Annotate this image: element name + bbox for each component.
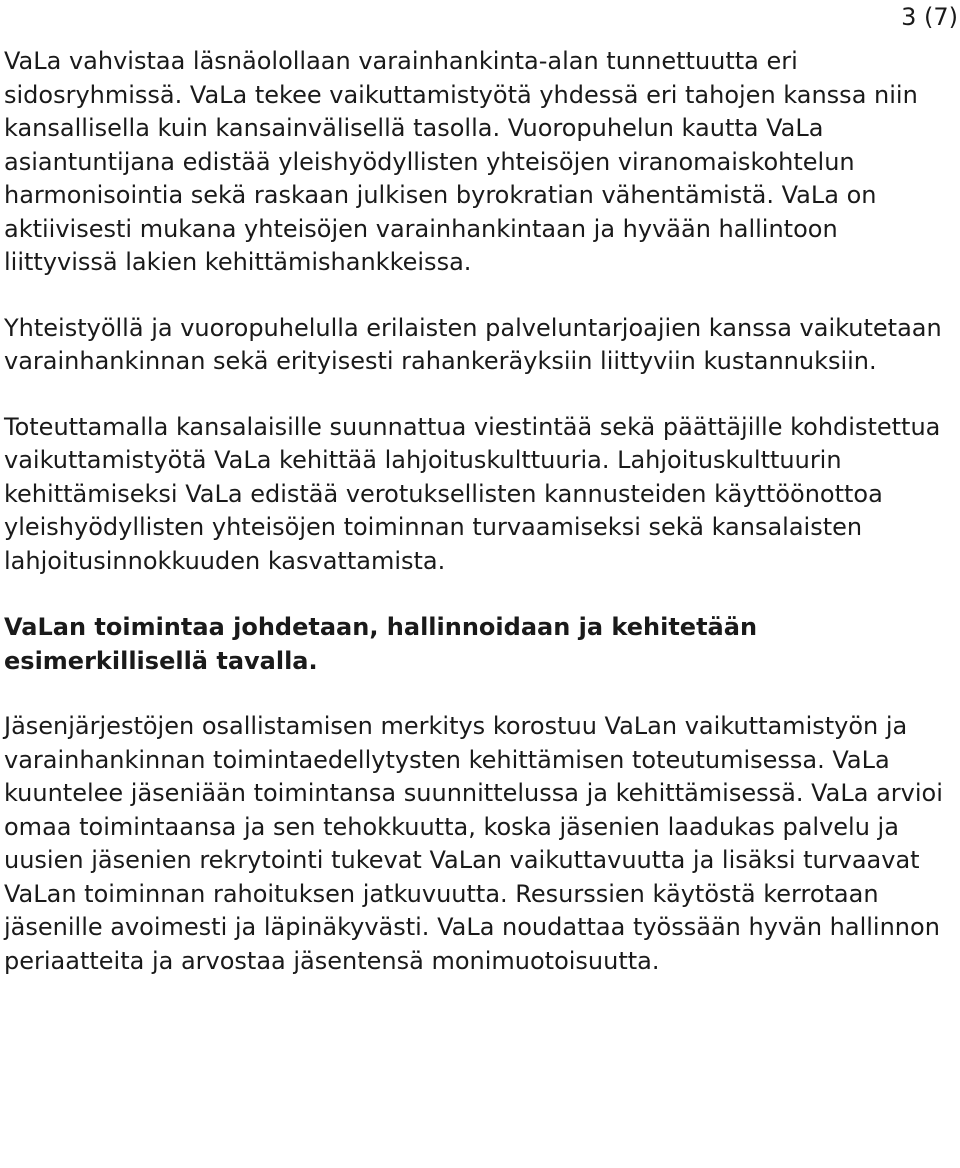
page-number: 3 (7) [901,3,958,31]
section-heading: VaLan toimintaa johdetaan, hallinnoidaan ja kehitetään esimerkillisellä tavalla. [4,613,758,675]
paragraph-advocacy: VaLa vahvistaa läsnäolollaan varainhankinta-alan tunnettuutta eri sidosryhmissä. VaLa tekee vaikuttamistyötä yhdessä eri tahojen kanssa niin kansallisella kuin kansainvälisellä tasolla. Vuoropuhelun kautta VaLa asiantuntijana edistää yleishyödyllisten yhteisöjen viranomaiskohtelun harmonisointia sekä raskaan julkisen byrokratian vähentämistä. VaLa on aktiivisesti mukana yhteisöjen varainhankintaan ja hyvään hallintoon liittyvissä lakien kehittämishankkeissa. [4,47,918,276]
paragraph-donation-culture: Toteuttamalla kansalaisille suunnattua viestintää sekä päättäjille kohdistettua vaikuttamistyötä VaLa kehittää lahjoituskulttuuria. Lahjoituskulttuurin kehittämiseksi VaLa edistää verotuksellisten kannusteiden käyttöönottoa yleishyödyllisten yhteisöjen toiminnan turvaamiseksi sekä kansalaisten lahjoitusinnokkuuden kasvattamista. [4,412,941,575]
paragraph-governance: Jäsenjärjestöjen osallistamisen merkitys korostuu VaLan vaikuttamistyön ja varainhankinnan toimintaedellytysten kehittämisen toteutumisessa. VaLa kuuntelee jäseniään toimintansa suunnittelussa ja kehittämisessä. VaLa arvioi omaa toimintaansa ja sen tehokkuutta, koska jäsenien laadukas palvelu ja uusien jäsenien rekrytointi tukevat VaLan vaikuttavuutta ja lisäksi turvaavat VaLan toiminnan rahoituksen jatkuvuutta. Resurssien käytöstä kerrotaan jäsenille avoimesti ja läpinäkyvästi. VaLa noudattaa työssään hyvän hallinnon periaatteita ja arvostaa jäsentensä monimuotoisuutta. [4,712,943,975]
paragraph-cooperation: Yhteistyöllä ja vuoropuhelulla erilaisten palveluntarjoajien kanssa vaikutetaan varainhankinnan sekä erityisesti rahankeräyksiin liittyviin kustannuksiin. [4,313,942,375]
document-body [4,45,956,978]
